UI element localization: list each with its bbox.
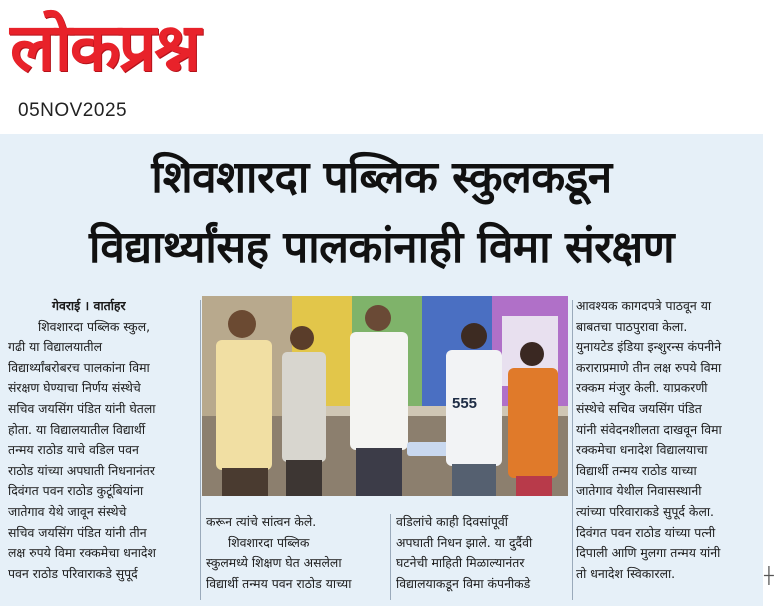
body-line: होता. या विद्यालयातील विद्यार्थी [8, 421, 146, 437]
body-line: पवन राठोड परिवाराकडे सुपूर्द [8, 565, 138, 581]
body-line: यांनी संवेदनशीलता दाखवून विमा [576, 421, 722, 437]
body-line: विद्यालयाकडून विमा कंपनीकडे [396, 575, 531, 591]
body-line: दिपाली आणि मुलगा तन्मय यांनी [576, 545, 721, 561]
body-line: रक्कमेचा धनादेश विद्यालयाचा [576, 442, 708, 458]
body-line: वडिलांचे काही दिवसांपूर्वी [396, 514, 508, 529]
body-line: दिवंगत पवन राठोड कुटूंबियांना [8, 483, 144, 499]
body-line: युनायटेड इंडिया इन्शुरन्स कंपनीने [576, 339, 722, 355]
body-line: शिवशारदा पब्लिक [228, 534, 310, 550]
column-divider [200, 300, 201, 600]
body-line: संरक्षण घेण्याचा निर्णय संस्थेचे [8, 380, 141, 396]
body-line: आवश्यक कागदपत्रे पाठवून या [576, 298, 712, 313]
body-line: स्कुलमध्ये शिक्षण घेत असलेला [206, 555, 342, 571]
photo-illustration [202, 296, 568, 496]
body-line: राठोड यांच्या अपघाती निधनानंतर [8, 462, 155, 478]
shirt-print: 555 [452, 395, 478, 412]
article-column-right [576, 296, 760, 584]
body-line: तो धनादेश स्विकारला. [576, 565, 676, 581]
newspaper-logo: लोकप्रश्न [10, 9, 199, 86]
body-line: लक्ष रुपये विमा रक्कमेचा धनादेश [8, 545, 156, 561]
column-divider [572, 300, 573, 600]
body-line: विद्यार्थी तन्मय राठोड याच्या [576, 462, 697, 478]
column-divider [390, 514, 391, 600]
news-photo [202, 296, 568, 496]
body-line: कराराप्रमाणे तीन लक्ष रुपये विमा [576, 359, 722, 375]
article-column-mid-2 [396, 512, 568, 594]
masthead [0, 0, 780, 130]
body-line: संस्थेचे सचिव जयसिंग पंडित [576, 400, 702, 416]
body-line: रक्कम मंजुर केली. याप्रकरणी [576, 380, 708, 396]
body-line: अपघाती निधन झाले. या दुर्दैवी [396, 534, 533, 550]
body-line: गढी या विद्यालयातील [8, 339, 103, 355]
headline-line-1: शिवशारदा पब्लिक स्कुलकडून [151, 152, 612, 203]
body-line: विद्यार्थ्यांबरोबरच पालकांना विमा [8, 359, 150, 375]
headline-line-2: विद्यार्थ्यांसह पालकांनाही विमा संरक्षण [88, 222, 675, 273]
body-line: सचिव जयसिंग पंडित यांनी तीन [8, 524, 147, 540]
article-column-left [8, 296, 198, 584]
body-line: दिवंगत पवन राठोड यांच्या पत्नी [576, 524, 716, 540]
body-line: त्यांच्या परिवाराकडे सुपूर्द केला. [576, 503, 714, 519]
body-line: जातेगाव येथील निवासस्थानी [576, 483, 702, 499]
edition-date: 05NOV2025 [18, 100, 128, 121]
body-line: घटनेची माहिती मिळाल्यानंतर [396, 555, 525, 571]
body-line: जातेगाव येथे जावून संस्थेचे [8, 503, 127, 519]
body-line: सचिव जयसिंग पंडित यांनी घेतला [8, 400, 156, 416]
body-line: शिवशारदा पब्लिक स्कुल, [38, 318, 151, 334]
body-line: बाबतचा पाठपुरावा केला. [576, 318, 688, 334]
news-clipping [0, 134, 763, 606]
article-column-mid-1 [206, 512, 386, 594]
crop-mark: ┼ [764, 566, 774, 585]
body-line: करून त्यांचे सांत्वन केले. [206, 514, 317, 529]
body-line: तन्मय राठोड याचे वडिल पवन [8, 442, 139, 458]
dateline: गेवराई । वार्ताहर [52, 298, 126, 313]
body-line: विद्यार्थी तन्मय पवन राठोड याच्या [206, 575, 352, 591]
